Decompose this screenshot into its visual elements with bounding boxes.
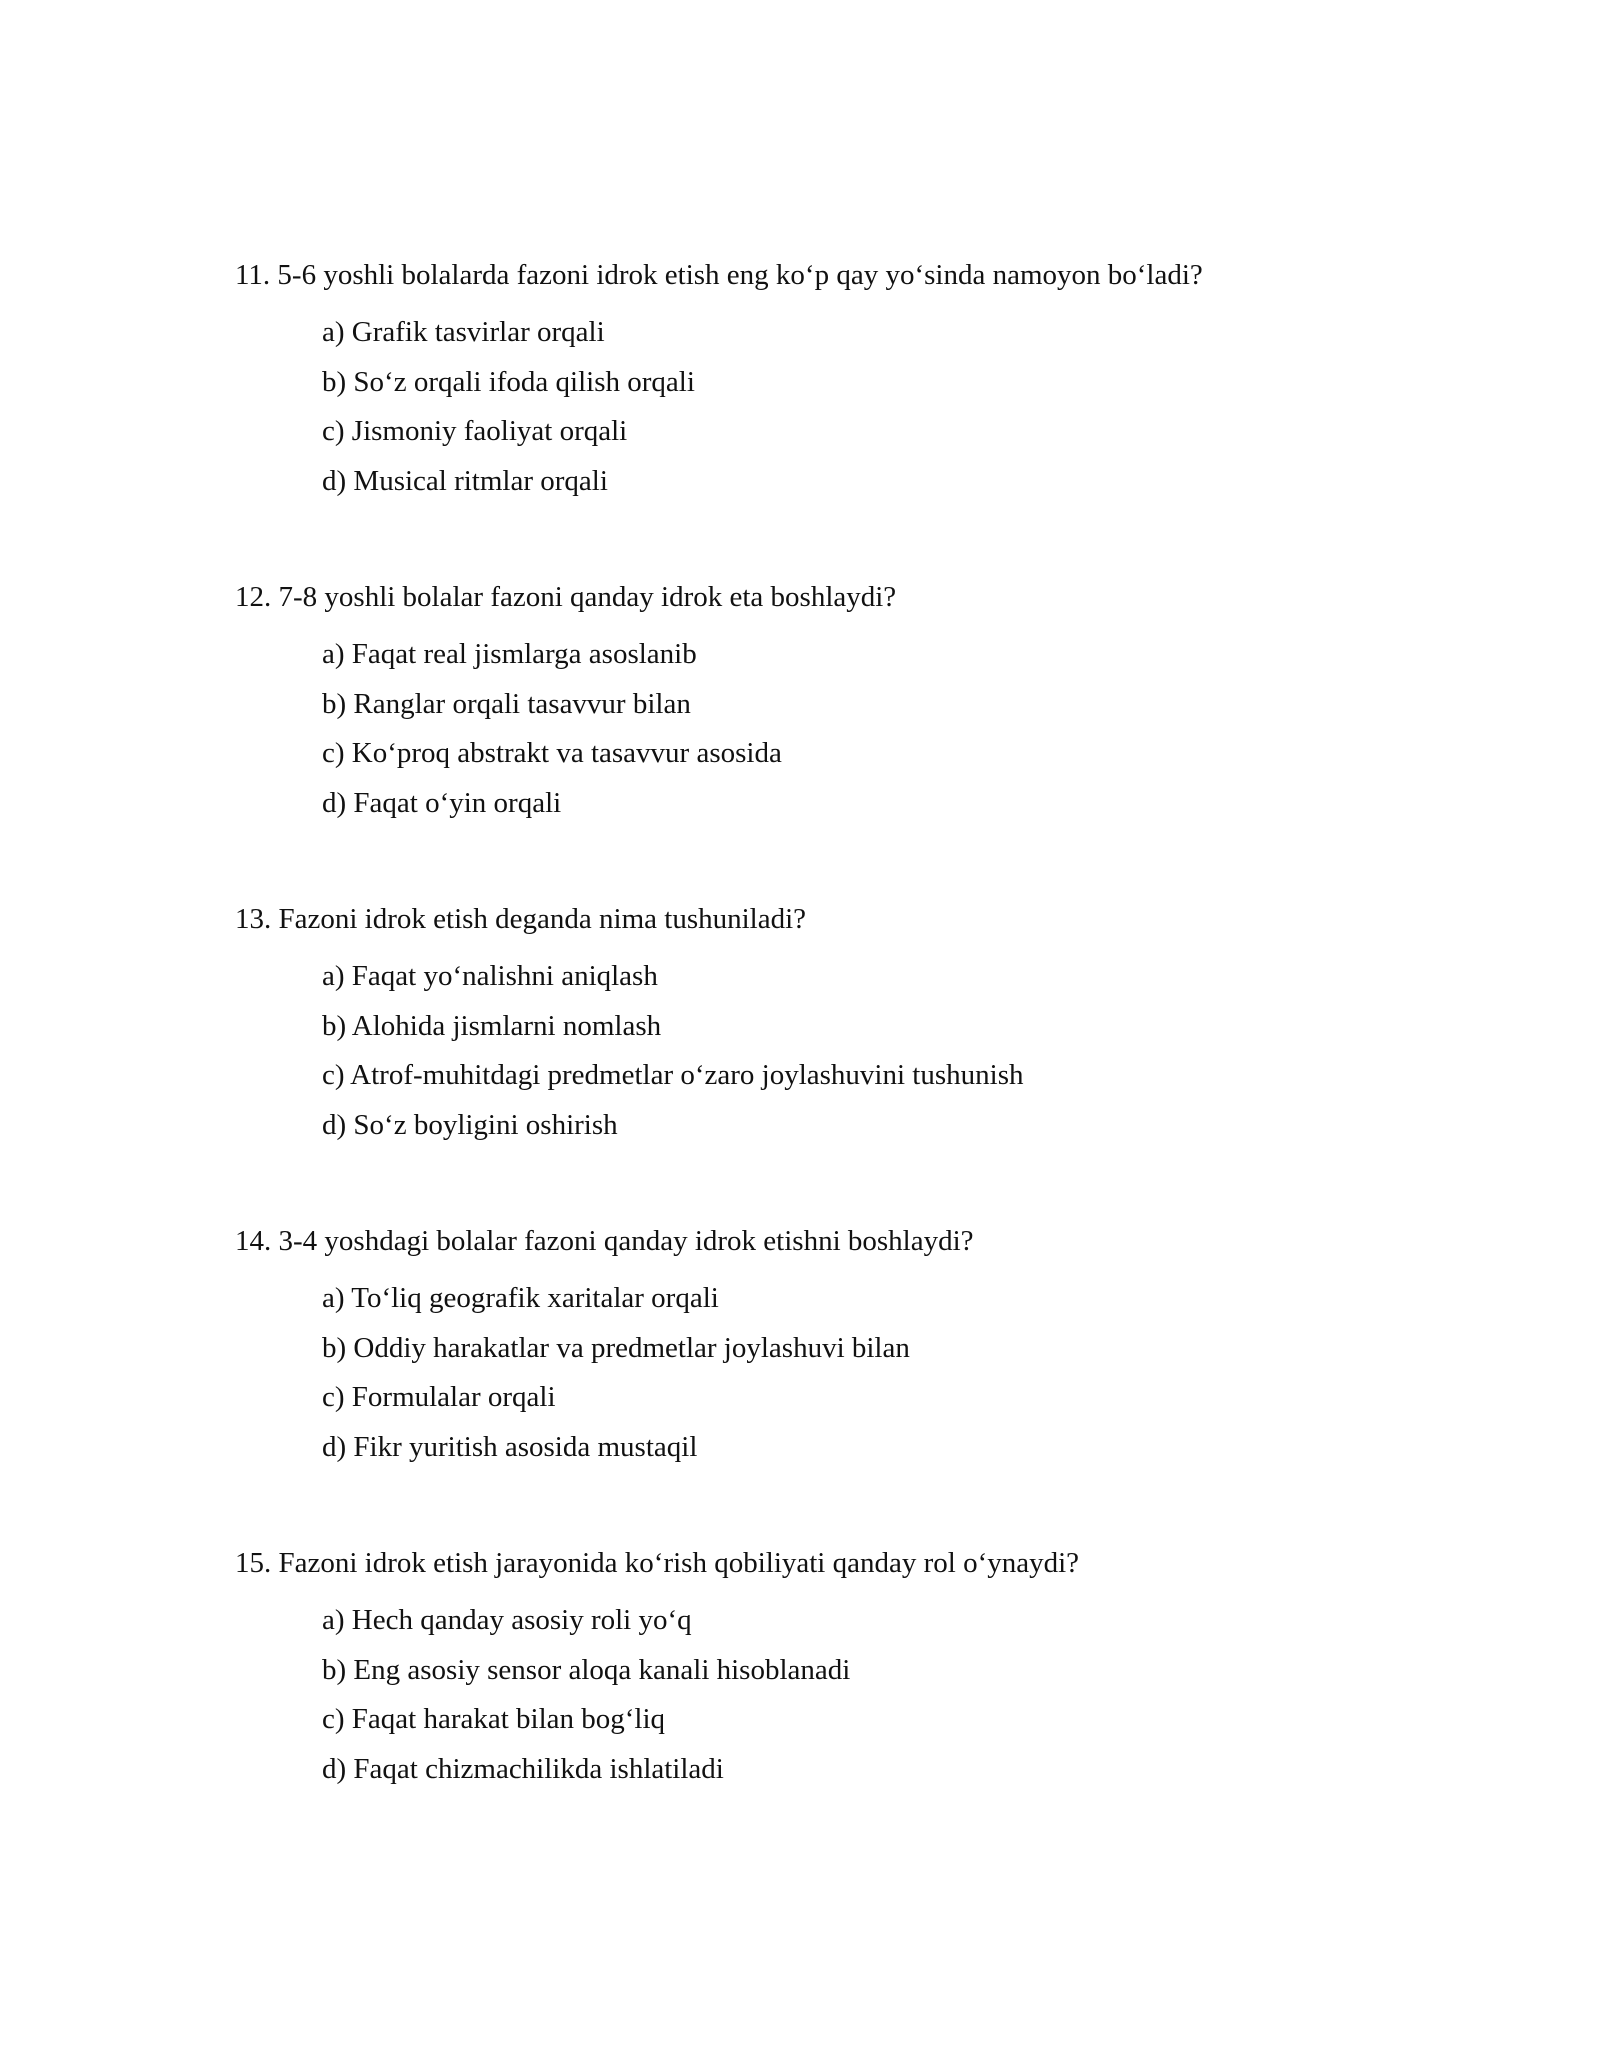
- answer-options: [322, 1600, 1435, 1798]
- answer-options: [322, 956, 1435, 1154]
- option-c: c) Jismoniy faoliyat orqali: [322, 415, 628, 447]
- option-b: b) So‘z orqali ifoda qilish orqali: [322, 365, 695, 398]
- option-d: d) Fikr yuritish asosida mustaqil: [322, 1430, 698, 1463]
- question-12: [235, 577, 1435, 832]
- option-a: a) Grafik tasvirlar orqali: [322, 316, 605, 348]
- option-a: a) Faqat real jismlarga asoslanib: [322, 638, 697, 670]
- option-d: d) So‘z boyligini oshirish: [322, 1108, 618, 1141]
- question-15: [235, 1543, 1435, 1798]
- question-text: 12. 7-8 yoshli bolalar fazoni qanday idrok eta boshlaydi?: [235, 581, 897, 613]
- answer-options: [322, 1278, 1435, 1476]
- option-b: b) Eng asosiy sensor aloqa kanali hisoblanadi: [322, 1653, 851, 1686]
- option-b: b) Ranglar orqali tasavvur bilan: [322, 687, 691, 720]
- option-c: c) Formulalar orqali: [322, 1381, 556, 1413]
- option-d: d) Musical ritmlar orqali: [322, 464, 608, 497]
- option-d: d) Faqat o‘yin orqali: [322, 786, 562, 819]
- option-a: a) Faqat yo‘nalishni aniqlash: [322, 960, 658, 992]
- question-11: [235, 255, 1435, 510]
- option-a: a) To‘liq geografik xaritalar orqali: [322, 1282, 719, 1314]
- answer-options: [322, 634, 1435, 832]
- option-b: b) Alohida jismlarni nomlash: [322, 1009, 662, 1042]
- question-14: [235, 1221, 1435, 1476]
- question-13: [235, 899, 1435, 1154]
- question-text: 15. Fazoni idrok etish jarayonida ko‘rish qobiliyati qanday rol o‘ynaydi?: [235, 1547, 1080, 1579]
- question-text: 13. Fazoni idrok etish deganda nima tushuniladi?: [235, 903, 807, 935]
- option-d: d) Faqat chizmachilikda ishlatiladi: [322, 1752, 724, 1785]
- option-c: c) Atrof-muhitdagi predmetlar o‘zaro joylashuvini tushunish: [322, 1059, 1024, 1091]
- option-c: c) Ko‘proq abstrakt va tasavvur asosida: [322, 737, 782, 769]
- option-c: c) Faqat harakat bilan bog‘liq: [322, 1703, 666, 1735]
- option-a: a) Hech qanday asosiy roli yo‘q: [322, 1604, 692, 1636]
- answer-options: [322, 312, 1435, 510]
- option-b: b) Oddiy harakatlar va predmetlar joylashuvi bilan: [322, 1331, 910, 1364]
- question-text: 11. 5-6 yoshli bolalarda fazoni idrok etish eng ko‘p qay yo‘sinda namoyon bo‘ladi?: [235, 259, 1203, 291]
- question-text: 14. 3-4 yoshdagi bolalar fazoni qanday idrok etishni boshlaydi?: [235, 1225, 974, 1257]
